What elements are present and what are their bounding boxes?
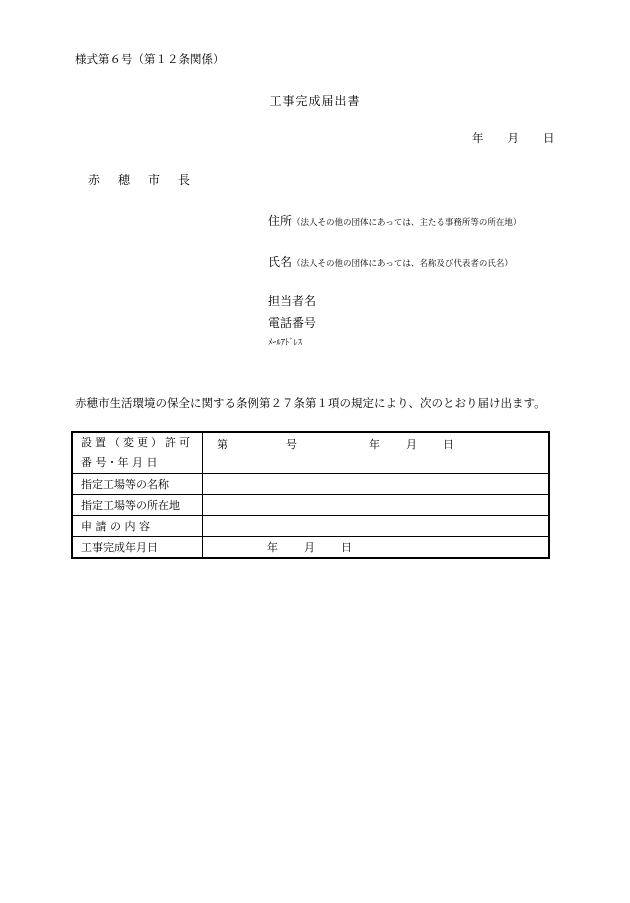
completion-year: 年 [267,541,278,554]
name-note: （法人その他の団体にあっては、名称及び代表者の氏名） [292,259,513,269]
completion-day: 日 [341,541,352,554]
addressee-part: 市 [148,173,161,187]
permit-number-label [72,432,203,474]
addressee-part: 穂 [118,173,131,187]
factory-name-label: 指定工場等の名称 [72,474,203,495]
table-row [72,516,549,537]
permit-label-line1: 設置（変更）許可 [81,436,193,449]
factory-name-value[interactable] [203,474,550,495]
completion-form-table [71,431,550,559]
permit-year: 年 [369,438,380,451]
factory-location-value[interactable] [203,495,550,516]
application-content-label: 申 請 の 内 容 [72,516,203,537]
completion-date-value[interactable] [203,537,550,559]
document-title: 工事完成届出書 [269,94,361,108]
permit-number-value[interactable] [203,432,550,474]
table-row [72,495,549,516]
addressee-part: 長 [178,173,191,187]
address-note: （法人その他の団体にあっては、主たる事務所等の所在地） [292,218,522,228]
permit-day: 日 [443,438,454,451]
address-field [268,212,521,229]
declaration-statement: 赤穂市生活環境の保全に関する条例第２７条第１項の規定により、次のとおり届け出ます。 [75,396,546,410]
permit-go: 号 [286,438,297,451]
completion-month: 月 [304,541,315,554]
address-label: 住所 [268,214,293,228]
table-row [72,432,549,474]
permit-label-line2: 番 号・年 月 日 [81,456,158,469]
date-year: 年 [472,131,484,145]
permit-month: 月 [406,438,417,451]
completion-date-label: 工事完成年月日 [72,537,203,559]
email-label: ﾒｰﾙｱﾄﾞﾚｽ [268,338,303,348]
application-content-value[interactable] [203,516,550,537]
phone-label: 電話番号 [268,316,317,330]
date-day: 日 [543,131,555,145]
factory-location-label: 指定工場等の所在地 [72,495,203,516]
date-month: 月 [507,131,519,145]
date-line [472,130,555,146]
table-row [72,474,549,495]
form-number: 様式第６号（第１２条関係） [75,52,225,66]
name-field [268,253,513,270]
addressee-part: 赤 [88,173,101,187]
permit-dai: 第 [217,438,228,451]
person-in-charge-label: 担当者名 [268,294,317,308]
table-row [72,537,549,559]
name-label: 氏名 [268,255,293,269]
addressee [88,171,208,188]
